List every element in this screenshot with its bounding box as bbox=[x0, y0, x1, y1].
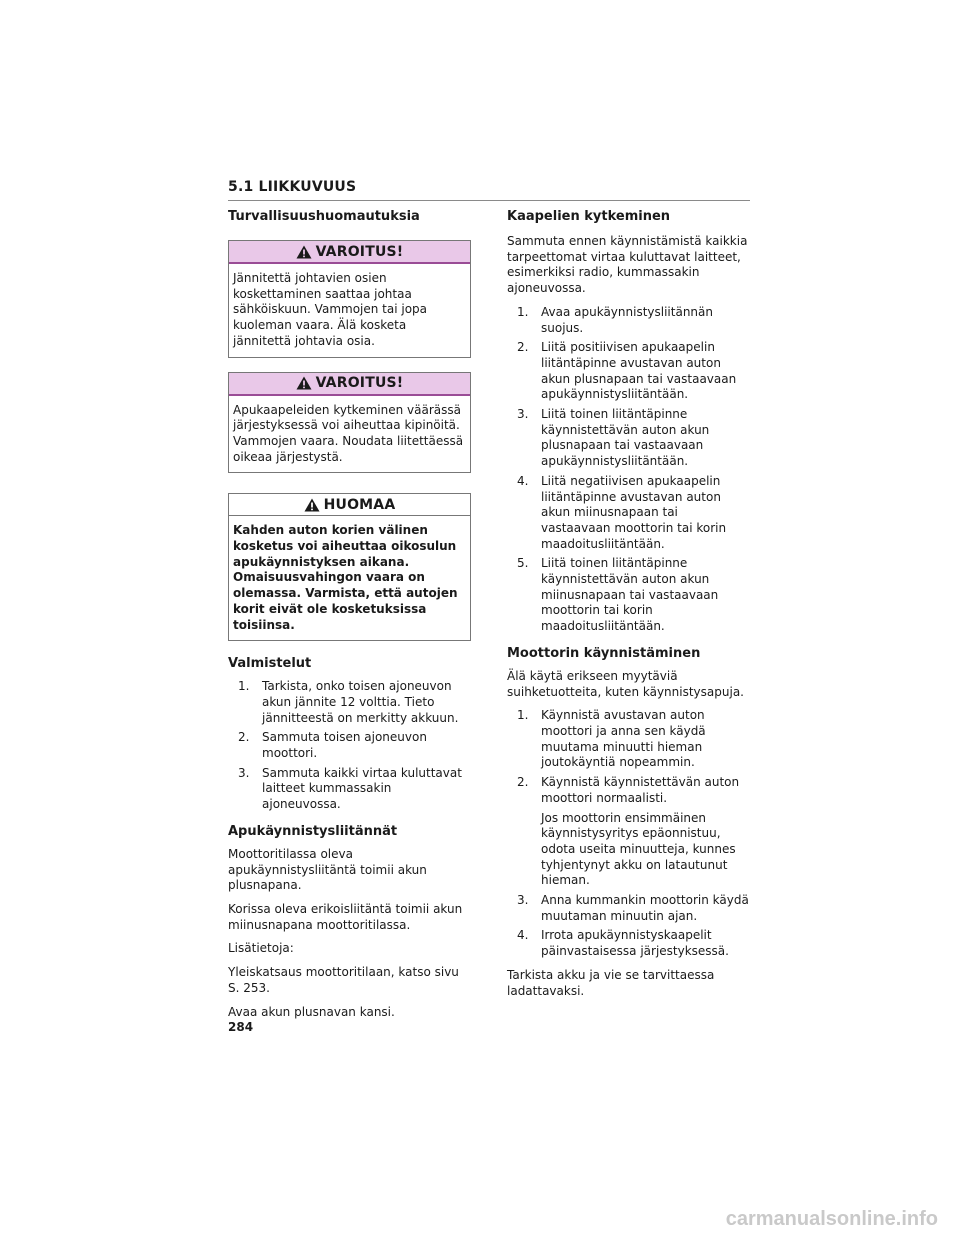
terminals-title: Apukäynnistysliitännät bbox=[228, 823, 398, 839]
page-reference: Yleiskatsaus moottoritilaan, katso sivu S. 253. bbox=[228, 965, 459, 995]
cables-title: Kaapelien kytkeminen bbox=[507, 209, 671, 224]
warning-triangle-icon bbox=[296, 376, 312, 390]
step-note: Jos moottorin ensimmäinen käynnistysyritys epäonnistuu, odota useita minuutteja, kunnes tyhjentynyt akku on latautunut hieman. bbox=[541, 810, 736, 888]
warning-header-1 bbox=[229, 241, 470, 264]
notice-header bbox=[229, 494, 470, 516]
list-item: 1. Avaa apukäynnistysliitännän suojus. bbox=[517, 304, 713, 335]
paragraph: Sammuta ennen käynnistämistä kaikkia tarpeettomat virtaa kuluttavat laitteet, esimerkiksi radio, kummassakin ajoneuvossa. bbox=[507, 234, 748, 296]
list-item: 1. Tarkista, onko toisen ajoneuvon akun jännite 12 volttia. Tieto jännitteestä on merkitty akkuun. bbox=[238, 679, 459, 725]
list-item: 4. Liitä negatiivisen apukaapelin liitäntäpinne avustavan auton akun miinusnapaan tai vastaavaan moottorin tai korin maadoitusliitäntään. bbox=[517, 473, 727, 551]
list-item: 4. Irrota apukäynnistyskaapelit päinvastaisessa järjestyksessä. bbox=[517, 928, 729, 959]
start-steps bbox=[507, 708, 750, 960]
notice-box bbox=[228, 493, 471, 641]
paragraph: Lisätietoja: bbox=[228, 941, 294, 956]
warning-title-2: VAROITUS! bbox=[315, 375, 404, 392]
left-column bbox=[228, 208, 471, 1028]
list-item: 3. Anna kummankin moottorin käydä muutaman minuutin ajan. bbox=[517, 893, 749, 923]
list-item: 3. Liitä toinen liitäntäpinne käynnistettävän auton akun plusnapaan tai vastaavaan apukäynnistysliitäntään. bbox=[517, 407, 710, 469]
warning-triangle-icon bbox=[296, 245, 312, 259]
watermark: carmanualsonline.info bbox=[725, 1208, 938, 1230]
list-item: 1. Käynnistä avustavan auton moottori ja anna sen käydä muutama minuutti hieman joutokäyntiä nopeammin. bbox=[517, 708, 706, 770]
paragraph: Korissa oleva erikoisliitäntä toimii akun miinusnapana moottoritilassa. bbox=[228, 901, 463, 932]
paragraph: Avaa akun plusnavan kansi. bbox=[228, 1004, 395, 1019]
page-number: 284 bbox=[228, 1020, 254, 1034]
warning-box-1 bbox=[228, 240, 471, 358]
list-item: 5. Liitä toinen liitäntäpinne käynnistettävän auton akun miinusnapaan tai vastaavaan moottorin tai korin maadoitusliitäntään. bbox=[517, 556, 719, 634]
prep-title: Valmistelut bbox=[228, 656, 312, 672]
warning-header-2 bbox=[229, 373, 470, 396]
right-column bbox=[507, 208, 750, 1007]
warning-title-1: VAROITUS! bbox=[315, 243, 404, 260]
cables-steps bbox=[507, 305, 750, 635]
section-title: 5.1 LIIKKUVUUS bbox=[228, 179, 357, 195]
safety-title: Turvallisuushuomautuksia bbox=[228, 209, 420, 224]
warning-text-1: Jännitettä johtavien osien koskettaminen saattaa johtaa sähköiskuun. Vammojen tai jopa kuoleman vaara. Älä kosketa jännitettä johtavia osia. bbox=[233, 271, 428, 348]
paragraph: Tarkista akku ja vie se tarvittaessa ladattavaksi. bbox=[507, 967, 715, 998]
paragraph: Moottoritilassa oleva apukäynnistysliitäntä toimii akun plusnapana. bbox=[228, 846, 427, 893]
list-item: 2. Käynnistä käynnistettävän auton moottori normaalisti. Jos moottorin ensimmäinen käynnistysyritys epäonnistuu, odota useita minuutteja, kunnes tyhjentynyt akku on latautunut hieman. bbox=[517, 775, 750, 889]
section-header bbox=[228, 176, 750, 201]
warning-text-2: Apukaapeleiden kytkeminen väärässä järjestyksessä voi aiheuttaa kipinöitä. Vammojen vaara. Noudata liitettäessä oikeaa järjestystä. bbox=[233, 402, 464, 464]
list-item: 3. Sammuta kaikki virtaa kuluttavat laitteet kummassakin ajoneuvossa. bbox=[238, 765, 462, 812]
notice-text: Kahden auton korien välinen kosketus voi aiheuttaa oikosulun apukäynnistyksen aikana. Omaisuusvahingon vaara on olemassa. Varmista, että autojen korit eivät ole kosketuksissa toisiinsa. bbox=[233, 523, 458, 632]
start-title: Moottorin käynnistäminen bbox=[507, 645, 701, 661]
notice-title: HUOMAA bbox=[323, 496, 396, 513]
warning-triangle-icon bbox=[304, 498, 320, 512]
list-item: 2. Liitä positiivisen apukaapelin liitäntäpinne avustavan auton akun plusnapaan tai vastaavaan apukäynnistysliitäntään. bbox=[517, 340, 737, 402]
prep-steps bbox=[228, 679, 471, 813]
list-item: 2. Sammuta toisen ajoneuvon moottori. bbox=[238, 730, 427, 761]
paragraph: Älä käytä erikseen myytäviä suihketuotteita, kuten käynnistysapuja. bbox=[507, 668, 744, 699]
warning-box-2 bbox=[228, 372, 471, 474]
